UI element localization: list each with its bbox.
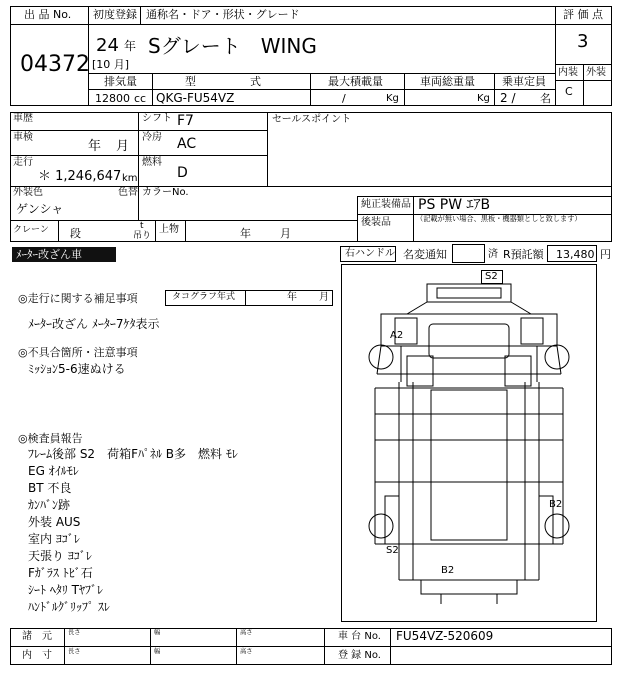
first-reg-year: 24 [96,35,119,56]
tacho-label: タコグラフ年式 [172,292,236,302]
interior-grade: C [565,85,573,98]
inspector-line: Fｶﾞﾗｽ ﾄﾋﾞ石 [28,566,93,580]
model-label-1: 型 [185,75,196,88]
width-label-1: 幅 [154,629,161,637]
length-label-2: 長さ [68,648,81,656]
inspector-line: 室内 ﾖｺﾞﾚ [28,532,80,546]
height-label-1: 高さ [240,629,253,637]
capacity-label: 乗車定員 [502,75,546,88]
displacement-unit: cc [134,92,147,105]
color-code-label: カラーNo. [142,187,189,198]
height-label-2: 高さ [240,648,253,656]
crane-step: 段 [70,227,81,240]
right-hand-label: 右ハンドル [345,248,395,259]
liftgate-month: 月 [280,227,291,240]
inspection-label: 車検 [13,132,33,143]
capacity-value: 2 / [500,91,516,105]
first-reg-month: [10 月] [92,58,130,71]
inspector-line: ｶﾝﾊﾞﾝ跡 [28,498,71,512]
mileage-label: 走行 [13,157,33,168]
name-change-label: 名変通知 [403,248,447,261]
inspector-line: EG ｵｲﾙﾓﾚ [28,464,79,478]
shift-value: F7 [177,113,194,129]
shift-label: シフト [142,113,172,124]
grade-label: 評 価 点 [563,8,603,21]
inspector-title: ◎検査員報告 [18,432,83,445]
name-change-box [452,244,485,263]
dims-label: 諸 元 [22,631,52,642]
inspector-line: BT 不良 [28,481,72,495]
kg-unit-1: Kg [386,93,399,104]
equipment-label: 純正装備品 [361,199,411,210]
ac-label: 冷房 [142,132,162,143]
defects-title: ◎不具合箇所・注意事項 [18,346,138,359]
meter-tampered-text: ﾒｰﾀｰ改ざん車 [16,248,82,261]
capacity-unit: 名 [540,92,551,105]
car-name: Sグレート WING [148,34,317,58]
max-load-value: / [342,92,346,105]
kg-unit-2: Kg [477,93,490,104]
chassis-label: 車 台 No. [338,631,381,642]
gross-weight-label: 車両総重量 [420,75,475,88]
crane-label: クレーン [13,225,49,235]
displacement-value: 12800 [95,92,130,105]
inspector-line: 外装 AUS [28,515,81,529]
grade-value: 3 [577,31,589,52]
color-change-label: 色替 [118,187,138,198]
tax-label: 済 [488,249,498,260]
truck-diagram [341,264,597,622]
history-label: 車歴 [13,113,33,124]
crane-hook: 吊り [133,231,152,241]
length-label-1: 長さ [68,629,81,637]
inspector-line: ﾊﾝﾄﾞﾙｸﾞﾘｯﾌﾟ ｽﾚ [28,600,110,614]
first-reg-label: 初度登録 [93,8,137,21]
mileage-value: ＊ 1,246,647 [38,169,122,184]
sales-point-label: セールスポイント [272,114,352,125]
inspector-line: 天張り ﾖｺﾞﾚ [28,549,92,563]
yen-label: 円 [600,248,611,261]
equipment-value: PS PW ｴｱB [418,197,491,213]
diagram-mark-b2-right: B2 [549,499,563,510]
aftermarket-label: 後装品 [361,217,391,228]
tax-refund-label: R預託額 [503,248,544,261]
inspector-line: ｼｰﾄ ﾍﾀﾘ Tﾔﾌﾞﾚ [28,583,103,597]
model-value: QKG-FU54VZ [156,91,235,105]
tacho-year: 年 [287,292,297,303]
year-unit: 年 [124,39,137,53]
car-name-label: 通称名・ドア・形状・グレード [146,8,300,21]
displacement-label: 排気量 [104,75,137,88]
inner-label: 内 寸 [22,650,52,661]
crane-ton: t [140,221,144,231]
tacho-month: 月 [319,292,329,303]
color-label: 外装色 [13,187,43,198]
reg-label: 登 録 No. [338,650,381,661]
lot-number: 04372 [20,52,90,77]
driving-notes-title: ◎走行に関する補足事項 [18,292,138,305]
interior-label: 内装 [558,67,578,78]
fuel-label: 燃料 [142,157,162,168]
ac-value: AC [177,136,197,152]
driving-notes-body: ﾒｰﾀｰ改ざん ﾒｰﾀｰ7ｹﾀ表示 [28,317,160,331]
inspection-year: 年 [88,139,102,154]
diagram-mark-s2-bottom: S2 [386,545,399,556]
model-label-2: 式 [250,75,261,88]
tax-refund-value: 13,480 [556,248,595,261]
inspector-line: ﾌﾚｰﾑ後部 S2 荷箱Fﾊﾟﾈﾙ B多 燃料 ﾓﾚ [28,447,238,461]
lot-label: 出 品 No. [24,8,72,21]
diagram-mark-b2-bottom: B2 [441,565,455,576]
exterior-label: 外装 [586,67,606,78]
liftgate-year: 年 [240,227,251,240]
aftermarket-note: （記載が無い場合、黒板・機器類としと致します） [416,215,582,224]
chassis-value: FU54VZ-520609 [396,629,494,643]
mileage-unit: km [122,173,138,184]
max-load-label: 最大積載量 [328,75,383,88]
fuel-value: D [177,165,188,181]
color-value: ゲンシャ [16,202,64,216]
inspection-month: 月 [116,139,130,154]
liftgate-label: 上物 [159,224,179,235]
diagram-mark-s2-top-label: S2 [485,271,498,282]
defects-body: ﾐｯｼｮﾝ5-6速ぬける [28,362,126,376]
diagram-mark-a2: A2 [390,330,404,341]
width-label-2: 幅 [154,648,161,656]
